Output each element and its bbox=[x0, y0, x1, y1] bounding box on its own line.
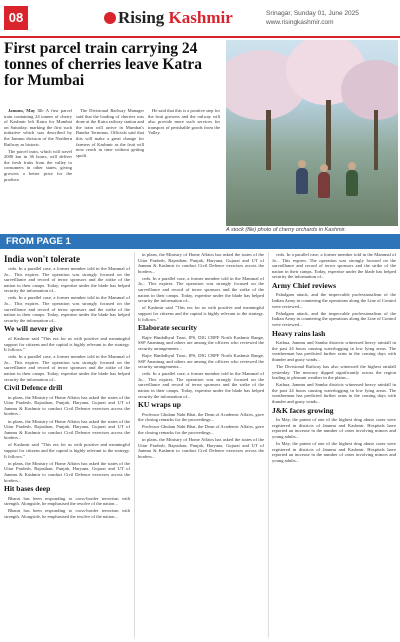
story-body: ceds. In a parallel case, a former member told in the Mammal of Jo... This expires. The operation was strongly focused on the surveillance and record of terror sponsors and the strike of the nation in their camps. Today, expertise under the blade has helped security the information of... bbox=[138, 371, 264, 399]
story-body: in plans, the Ministry of Home Affairs has asked the states of the Uttar Pradesh, Rajasthan, Punjab, Haryana, Gujarat and UT of Jammu & Kashmir to conduct Civil Defence exercises across the borders... bbox=[4, 394, 130, 417]
column-divider bbox=[134, 252, 135, 638]
masthead-meta bbox=[266, 9, 359, 27]
brand-main: Rising bbox=[118, 8, 169, 27]
bottom-column-3 bbox=[272, 252, 396, 638]
lead-paragraph-1: A first parcel train containing 24 tonnes of cherry of Kashmir left Katra for Mumbai on Saturday, marking the first such initiative which was described by the Jammu division of the Northern Railway as historic. bbox=[4, 108, 72, 147]
story-title[interactable]: Elaborate security bbox=[138, 323, 197, 333]
lead-column-1 bbox=[4, 108, 72, 232]
story-body: Professor Ghulam Nabi Bhat, the Dean of Academic Affairs, gave the closing remarks for the proceedings... bbox=[138, 411, 264, 423]
lead-column-3 bbox=[148, 108, 220, 232]
lead-paragraph-3: The Divisional Railway Manager said that the loading of cherries was done at the Katra railway station and the train will arrive in Mumbai's Bandra Terminus. Officials said that this will make a great change for farmers of Kashmir as the fruit will now reach in time without getting spoilt. bbox=[76, 108, 144, 158]
lead-column-2 bbox=[76, 108, 144, 232]
lead-dateline: Jammu, May 31: bbox=[8, 108, 44, 113]
lead-paragraph-2: The parcel train, which will travel 2000 km in 36 hours, will deliver the fresh fruits from the valley to consumers in other states, giving growers a better price for the produce. bbox=[4, 148, 72, 182]
story-body: The Divisional Railway has also witnessed the highest rainfall yesterday. The mercury dipped significantly across the region leading to pleasant weather in the plains... bbox=[272, 363, 396, 381]
masthead bbox=[0, 0, 400, 38]
section-band bbox=[0, 234, 400, 249]
story-title[interactable]: Civil Defence drill bbox=[4, 383, 63, 393]
story-body: ceds. In a parallel case, a former member told in the Mammal of Jo... This expires. The operation was strongly focused on the surveillance and record of terror sponsors and the strike of the nation in their camps. Today, expertise under the blade has helped security the information of... bbox=[138, 275, 264, 304]
story-body: Rajiv Bimbdhyul Trust, IPS, DIG CRPF North Kashmir Range, SSP Anantnag and others are among the officers who reviewed the security arrangements... bbox=[138, 352, 264, 370]
story-body: ceds. In a parallel case, a former member told in the Mammal of Jo... This expires. The operation was strongly focused on the surveillance and record of terror sponsors and the strike of the nation in their camps. Today, expertise under the blade has helped security the information of... bbox=[4, 266, 130, 294]
story-title[interactable]: We will never give bbox=[4, 324, 63, 334]
story-title[interactable]: India won't tolerate bbox=[4, 254, 80, 264]
story-body: ceds. In a parallel case, a former member told in the Mammal of Jo... This expires. The operation was strongly focused on the surveillance and record of terror sponsors and the strike of the nation in their camps. Today, expertise under the blade has helped security the information of... bbox=[272, 252, 396, 280]
story-body: of Kashmir said "This era for us with positive and meaningful support for citizens and the capital is highly relevant to the strategy. It follows." bbox=[138, 305, 264, 322]
story-body: Bharat has been responding to cross-border terrorism with strength. Alongside, he emphasised the resolve of the nation... bbox=[4, 508, 130, 519]
masthead-date: Srinagar, Sunday 01, June 2025 bbox=[266, 10, 359, 17]
story-body: In May, the patent of one of the highest drug abuse cases were registered in districts of Jammu and Kashmir. Hospitals have reported an increase in the number of cases involving minors and young adults... bbox=[272, 440, 396, 463]
brand-accent: Kashmir bbox=[168, 8, 233, 27]
story-body: in plans, the Ministry of Home Affairs has asked the states of the Uttar Pradesh, Rajasthan, Punjab, Haryana, Gujarat and UT of Jammu & Kashmir to conduct Civil Defence exercises across the borders... bbox=[138, 252, 264, 274]
story-body: In May, the patent of one of the highest drug abuse cases were registered in districts of Jammu and Kashmir. Hospitals have reported an increase in the number of cases involving minors and young adults... bbox=[272, 417, 396, 439]
story-body: Kathua, Jammu and Samba districts witnessed heavy rainfall in the past 24 hours causing waterlogging in low lying areas. The weatherman has predicted further rains in the coming days with thunder and gusty winds... bbox=[272, 382, 396, 404]
bottom-column-2 bbox=[138, 252, 264, 638]
brand-name[interactable] bbox=[118, 8, 233, 28]
story-title[interactable]: J&K faces growing bbox=[272, 405, 334, 415]
story-body: in plans, the Ministry of Home Affairs has asked the states of the Uttar Pradesh, Rajasthan, Punjab, Haryana, Gujarat and UT of Jammu & Kashmir to conduct Civil Defence exercises across the borders... bbox=[4, 460, 130, 483]
brand-logo-icon bbox=[104, 12, 116, 24]
story-body: ceds. In a parallel case, a former member told in the Mammal of Jo... This expires. The operation was strongly focused on the surveillance and record of terror sponsors and the strike of the nation in their camps. Today, expertise under the blade has helped security the information of... bbox=[4, 354, 130, 382]
story-body: Kathua, Jammu and Samba districts witnessed heavy rainfall in the past 24 hours causing waterlogging in low lying areas. The weatherman has predicted further rains in the coming days with thunder and gusty winds... bbox=[272, 340, 396, 362]
page-number: 08 bbox=[4, 6, 28, 30]
story-body: Pahalgam attack, and the impeccable professionalism of the Indian Army in countering the operations along the Line of Control were reviewed... bbox=[272, 310, 396, 327]
lead-photo bbox=[226, 40, 398, 226]
masthead-url[interactable]: www.risingkashmir.com bbox=[266, 19, 334, 26]
lead-paragraph-4: He said that this is a positive step for the fruit growers and the railway will also provide more such services for transport of perishable goods from the Valley. bbox=[148, 108, 220, 136]
story-body: of Kashmir said "This era for us with positive and meaningful support for citizens and the capital is highly relevant to the strategy. It follows." bbox=[4, 442, 130, 459]
story-title[interactable]: Hit bases deep bbox=[4, 484, 51, 494]
story-body: in plans, the Ministry of Home Affairs has asked the states of the Uttar Pradesh, Rajasthan, Punjab, Haryana, Gujarat and UT of Jammu & Kashmir to conduct Civil Defence exercises across the borders... bbox=[4, 418, 130, 441]
column-divider bbox=[268, 252, 269, 638]
photo-caption: A stock (file) photo of cherry orchards in Kashmir. bbox=[226, 227, 347, 233]
story-body: of Kashmir said "This era for us with positive and meaningful support for citizens and the capital is highly relevant to the strategy. It follows." bbox=[4, 335, 130, 353]
section-band-label: FROM PAGE 1 bbox=[6, 236, 71, 247]
story-body: Rajiv Bimbdhyul Trust, IPS, DIG CRPF North Kashmir Range, SSP Anantnag and others are among the officers who reviewed the security arrangements... bbox=[138, 334, 264, 351]
story-body: Pahalgam attack, and the impeccable professionalism of the Indian Army in countering the operations along the Line of Control were reviewed... bbox=[272, 292, 396, 309]
story-title[interactable]: KU wraps up bbox=[138, 400, 181, 410]
story-title[interactable]: Heavy rains lash bbox=[272, 328, 326, 338]
lead-headline[interactable]: First parcel train carrying 24 tonnes of cherries leave Katra for Mumbai bbox=[4, 40, 202, 89]
story-body: in plans, the Ministry of Home Affairs has asked the states of the Uttar Pradesh, Rajasthan, Punjab, Haryana, Gujarat and UT of Jammu & Kashmir to conduct Civil Defence exercises across the borders... bbox=[138, 437, 264, 459]
bottom-column-1 bbox=[4, 252, 130, 638]
masthead-rule bbox=[0, 36, 400, 38]
story-title[interactable]: Army Chief reviews bbox=[272, 280, 337, 290]
story-body: ceds. In a parallel case, a former member told in the Mammal of Jo... This expires. The operation was strongly focused on the surveillance and record of terror sponsors and the strike of the nation in their camps. Today, expertise under the blade has helped security the information of... bbox=[4, 295, 130, 323]
story-body: Professor Ghulam Nabi Bhat, the Dean of Academic Affairs, gave the closing remarks for the proceedings... bbox=[138, 424, 264, 435]
story-body: Bharat has been responding to cross-border terrorism with strength. Alongside, he emphasised the resolve of the nation... bbox=[4, 495, 130, 507]
